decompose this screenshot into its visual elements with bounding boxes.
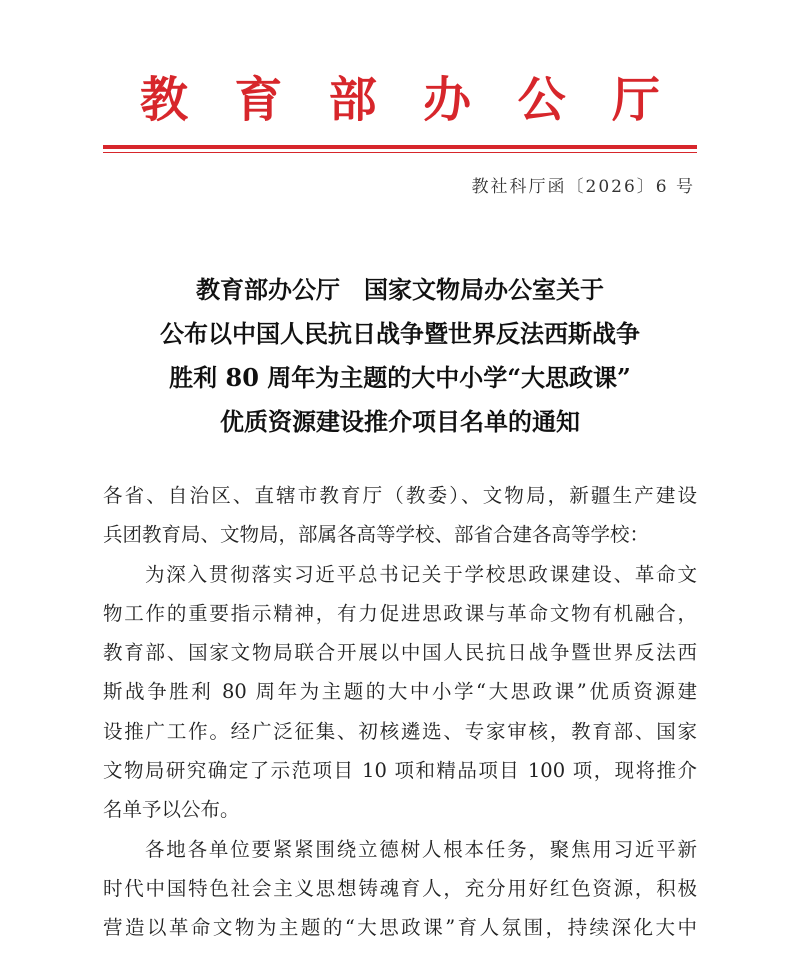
masthead-title xyxy=(140,70,660,130)
addressee-line: 各省、自治区、直辖市教育厅（教委）、文物局，新疆生产建设 xyxy=(103,484,697,507)
addressee-line: 兵团教育局、文物局，部属各高等学校、部省合建各高等学校： xyxy=(103,523,650,547)
body-line: 为深入贯彻落实习近平总书记关于学校思政课建设、革命文 xyxy=(145,562,697,586)
headline-line: 公布以中国人民抗日战争暨世界反法西斯战争 xyxy=(160,319,640,348)
masthead-char: 部 xyxy=(328,72,377,128)
body-line: 教育部、国家文物局联合开展以中国人民抗日战争暨世界反法西 xyxy=(103,641,697,665)
body-line: 营造以革命文物为主题的“大思政课”育人氛围，持续深化大中 xyxy=(103,916,697,940)
masthead-char: 教 xyxy=(140,72,189,128)
masthead-char: 厅 xyxy=(611,72,660,128)
headline-line: 优质资源建设推介项目名单的通知 xyxy=(220,407,580,436)
headline-line: 胜利 80 周年为主题的大中小学“大思政课” xyxy=(169,363,631,392)
document-headline xyxy=(0,268,800,444)
masthead-char: 公 xyxy=(517,72,566,128)
body-line: 文物局研究确定了示范项目 10 项和精品项目 100 项，现将推介 xyxy=(103,759,697,783)
body-line: 物工作的重要指示精神，有力促进思政课与革命文物有机融合， xyxy=(103,601,697,625)
red-divider-thick xyxy=(103,145,697,149)
body-line: 设推广工作。经广泛征集、初核遴选、专家审核，教育部、国家 xyxy=(103,719,697,743)
masthead-char: 办 xyxy=(423,72,472,128)
red-divider-thin xyxy=(103,152,697,153)
body-line: 时代中国特色社会主义思想铸魂育人，充分用好红色资源，积极 xyxy=(103,876,697,900)
body-line: 斯战争胜利 80 周年为主题的大中小学“大思政课”优质资源建 xyxy=(103,680,697,704)
document-number: 教社科厅函〔2026〕6 号 xyxy=(471,177,695,197)
headline-line: 教育部办公厅 国家文物局办公室关于 xyxy=(196,275,604,304)
masthead-char: 育 xyxy=(234,72,283,128)
body-line: 各地各单位要紧紧围绕立德树人根本任务，聚焦用习近平新 xyxy=(145,837,697,861)
body-line: 名单予以公布。 xyxy=(103,798,240,822)
document-body xyxy=(103,476,697,948)
